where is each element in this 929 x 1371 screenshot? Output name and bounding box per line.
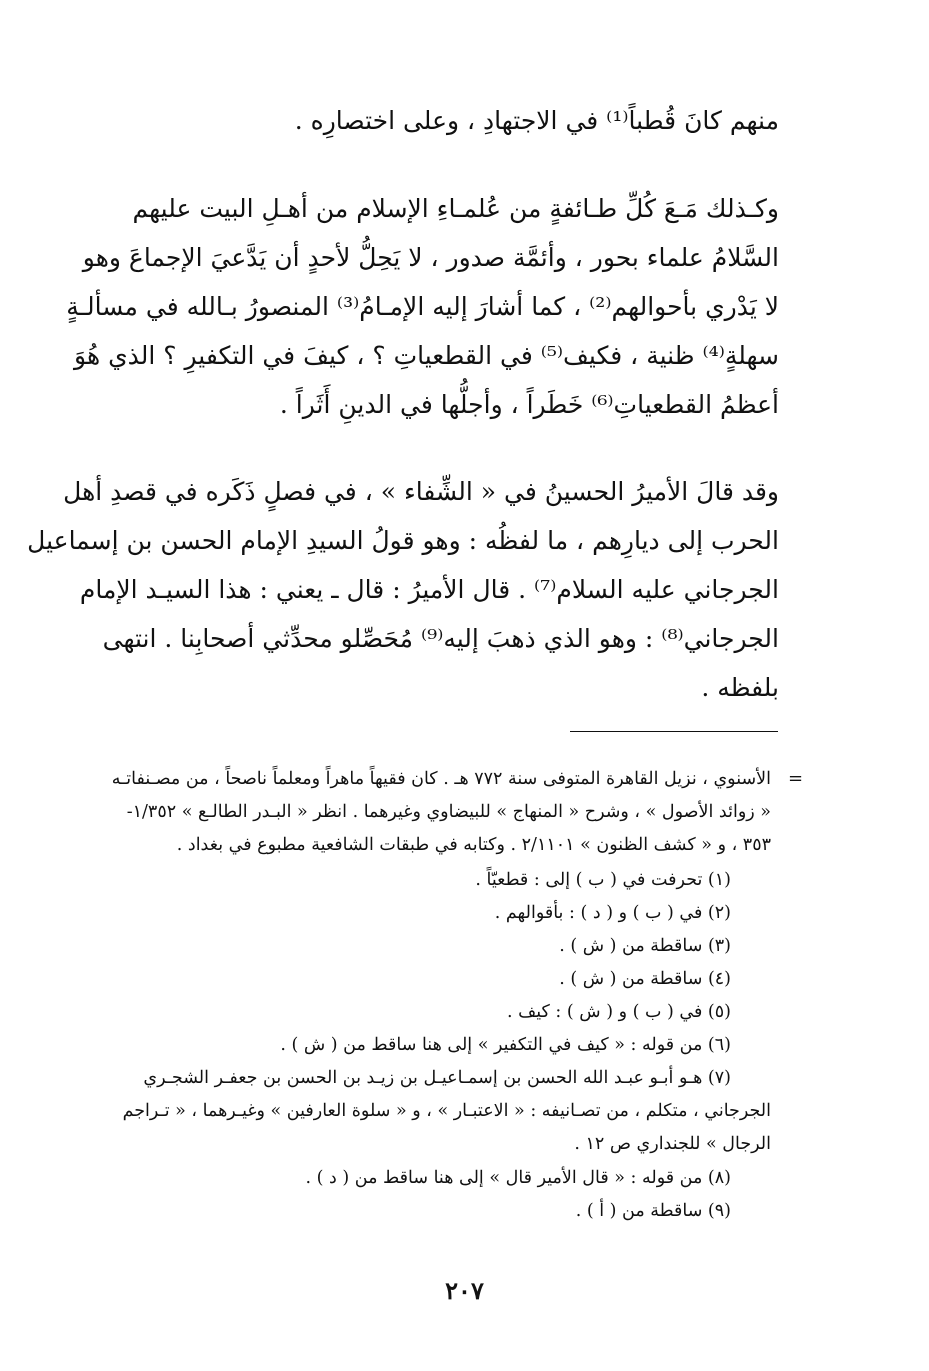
footnote-continuation-line-2: « زوائد الأصول » ، وشرح « المنهاج » للبيضاوي وغيرهما . انظر « البـدر الطالـع » ١/٣٥٢- (126, 802, 771, 822)
footnote-7-line-3: الرجال » للجنداري ص ١٢ . (574, 1134, 771, 1154)
page-number: ٢٠٧ (445, 1276, 484, 1305)
footnote-3: (٣) ساقطة من ( ش ) . (559, 936, 731, 956)
footnote-continuation-line-3: ٣٥٣ ، و « كشف الظنون » ٢/١١٠١ . وكتابه في طبقات الشافعية مطبوع في بغداد . (176, 835, 771, 855)
footnote-4: (٤) ساقطة من ( ش ) . (559, 969, 731, 989)
footnote-8: (٨) من قوله : « قال الأمير قال » إلى هنا ساقط من ( د ) . (305, 1168, 731, 1188)
paragraph-3-line-3: الجرجاني عليه السلام⁽⁷⁾ . قال الأميرُ : قال ـ يعني : هذا السيـد الإمام (79, 575, 779, 604)
paragraph-2-line-2: السَّلامُ علماء بحور ، وأئمَّة صدور ، لا يَحِلُّ لأحدٍ أن يَدَّعيَ الإجماعَ وهو (82, 243, 779, 272)
footnote-continuation-mark: = (788, 768, 804, 789)
footnote-7-line-2: الجرجاني ، متكلم ، من تصـانيفه : « الاعتبـار » ، و « سلوة العارفين » وغيـرهما ، « تـراجم (122, 1101, 771, 1121)
footnote-7-line-1: (٧) هـو أبـو عبـد الله الحسن بن إسمـاعيـل بن زيـد بن الحسن بن جعفـر الشجـري (143, 1068, 731, 1088)
paragraph-1-line-1: منهم كانَ قُطباً⁽¹⁾ في الاجتهادِ ، وعلى اختصارِه . (294, 106, 779, 135)
paragraph-2-line-1: وكـذلك مَـعَ كُلِّ طـائفةٍ من عُلمـاءِ الإسلام من أهـلِ البيت عليهم (132, 194, 779, 223)
paragraph-2-line-5: أعظمُ القطعياتِ⁽⁶⁾ خَطَراً ، وأجلُّها في الدينِ أَثَراً . (279, 390, 779, 419)
footnote-2: (٢) في ( ب ) و ( د ) : بأقوالهم . (494, 903, 731, 923)
footnote-1: (١) تحرفت في ( ب ) إلى : قطعيّاً . (475, 870, 731, 890)
footnote-continuation-line-1: الأسنوي ، نزيل القاهرة المتوفى سنة ٧٧٢ هـ . كان فقيهاً ماهراً ومعلماً ناصحاً ، من مصـنفاتـه (111, 769, 771, 789)
paragraph-2-line-3: لا يَدْري بأحوالهم⁽²⁾ ، كما أشارَ إليه الإمـامُ⁽³⁾ المنصورُ بـالله في مسألـةٍ (66, 292, 779, 321)
paragraph-3-line-1: وقد قالَ الأميرُ الحسينُ في « الشِّفاء » ، في فصلٍ ذَكَره في قصدِ أهل (63, 477, 779, 506)
footnote-separator (570, 731, 778, 732)
paragraph-3-line-4: الجرجاني⁽⁸⁾ : وهو الذي ذهبَ إليه⁽⁹⁾ مُحَصِّلو محدِّثي أصحابِنا . انتهى (102, 624, 779, 653)
paragraph-2-line-4: سهلةٍ⁽⁴⁾ ظنية ، فكيف⁽⁵⁾ في القطعياتِ ؟ ، كيفَ في التكفيرِ ؟ الذي هُوَ (74, 341, 779, 370)
paragraph-3-line-5: بلفظه . (701, 673, 779, 702)
footnote-9: (٩) ساقطة من ( أ ) . (575, 1201, 731, 1221)
paragraph-3-line-2: الحرب إلى ديارِهم ، ما لفظُه : وهو قولُ السيدِ الإمام الحسن بن إسماعيل (27, 526, 779, 555)
footnote-6: (٦) من قوله : « كيف في التكفير » إلى هنا ساقط من ( ش ) . (280, 1035, 731, 1055)
footnote-5: (٥) في ( ب ) و ( ش ) : كيف . (507, 1002, 731, 1022)
